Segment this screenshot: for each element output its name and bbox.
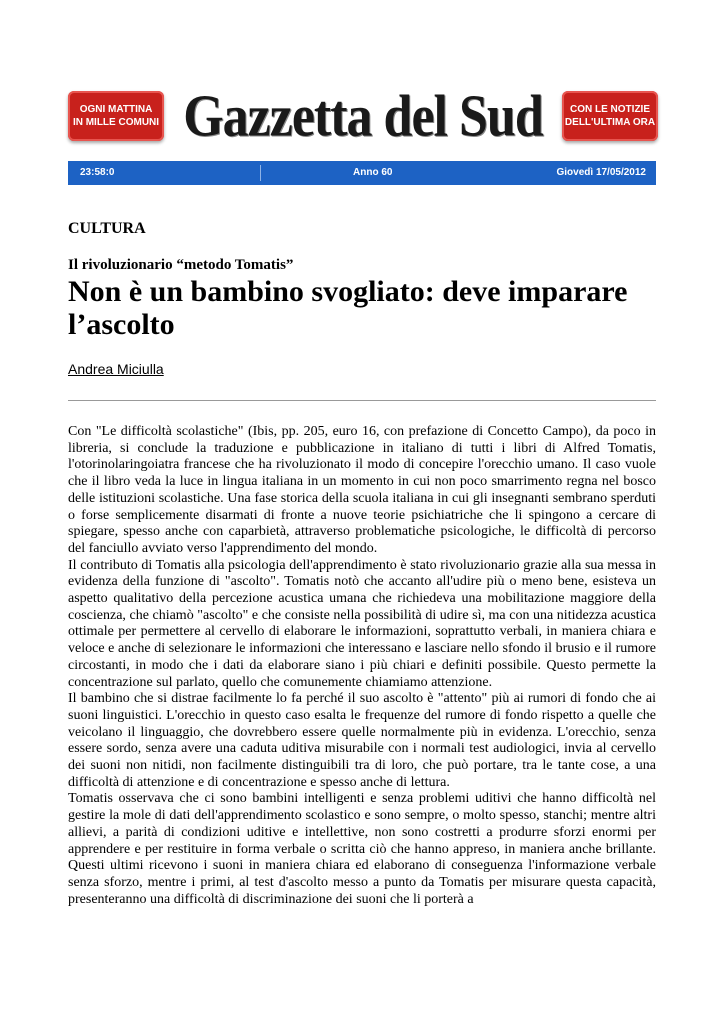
- article-paragraph: Con "Le difficoltà scolastiche" (Ibis, pp. 205, euro 16, con prefazione di Concetto Campo), da poco in libreria, si conclude la traduzione e pubblicazione in italiano di tutti i libri di Alfred Tomatis, l'otorinolaringoiatra francese che ha rivoluzionato il modo di concepire l'orecchio umano. Il caso vuole che il libro veda la luce in lingua italiana in un momento in cui non poco smarrimento regna nel bosco delle istituzioni scolastiche. Una fase storica della scuola italiana in cui gli insegnanti sembrano sperduti o forse semplicemente disarmati di fronte a nuove teorie psichiatriche che li spingono a cercare di spiegare, spesso anche con caparbietà, attraverso problematiche psicologiche, le difficoltà di percorso del fanciullo avviato verso l'apprendimento del mondo.: [68, 424, 656, 556]
- article-headline: Non è un bambino svogliato: deve imparare l’ascolto: [68, 275, 628, 341]
- promo-badge-right: [562, 91, 658, 141]
- article-paragraph: Il contributo di Tomatis alla psicologia dell'apprendimento è stato rivoluzionario grazie alla sua messa in evidenza della funzione di "ascolto". Tomatis notò che accanto all'udire più o meno bene, esisteva un aspetto qualitativo della percezione acustica umana che richiedeva una mobilitazione maggiore della coscienza, che chiamò "ascolto" e che consiste nella possibilità di udire sì, ma con una nitidezza acustica ottimale per permettere al cervello di elaborare le informazioni, soprattutto verbali, in maniera chiara e veloce e anche di selezionare le informazioni che interessano e lasciare nello sfondo il brusio e il rumore circostanti, in modo che i dati da elaborare siano i più chiari e definiti possibile. Questo permette la concentrazione sul parlato, quello che comunemente chiamiamo attenzione.: [68, 557, 656, 690]
- newspaper-logo: Gazzetta del Sud: [183, 83, 543, 149]
- article-paragraph: Il bambino che si distrae facilmente lo fa perché il suo ascolto è "attento" più ai rumori di fondo che ai suoni linguistici. L'orecchio in questo caso esalta le frequenze del rumore di fondo rispetto a quelle che veicolano il linguaggio, che dovrebbero essere quelle normalmente più in evidenza. L'orecchio, senza essere sordo, senza avere una caduta uditiva misurabile con i normali test audiologici, invia al cervello dei suoni non nitidi, non facilmente distinguibili tra di loro, che può portare, tra le tante cose, a una difficoltà di attenzione e di concentrazione e spesso anche di lettura.: [68, 691, 656, 790]
- promo-right-line-1: CON LE NOTIZIE: [570, 104, 650, 115]
- info-bar: [68, 161, 656, 185]
- promo-badge-left: [68, 91, 164, 141]
- article-paragraph: Tomatis osservava che ci sono bambini intelligenti e senza problemi uditivi che hanno difficoltà nel gestire la mole di dati dell'apprendimento scolastico e sono sempre, o molto spesso, stanchi; mentre altri allievi, a parità di condizioni uditive e intellettive, non sono costretti a produrre sforzi enormi per apprendere e per restituire in forma verbale o scritta ciò che hanno appreso, in maniera anche brillante. Questi ultimi ricevono i suoni in maniera chiara ed elaborano di conseguenza l'informazione verbale senza sforzo, mentre i primi, al test d'ascolto messo a punto da Tomatis per misurare questa capacità, presenteranno una difficoltà di discriminazione dei suoni che li porterà a: [68, 791, 656, 907]
- article-body: [68, 424, 656, 908]
- time-display: 23:58:0: [80, 167, 115, 178]
- promo-left-line-2: IN MILLE COMUNI: [72, 117, 160, 128]
- article-author: Andrea Miciulla: [68, 361, 164, 377]
- promo-right-line-2: DELL'ULTIMA ORA: [564, 117, 656, 128]
- promo-left-line-1: OGNI MATTINA: [79, 104, 153, 115]
- masthead: [68, 84, 658, 148]
- edition-year: Anno 60: [353, 167, 393, 178]
- divider-rule: [68, 400, 656, 401]
- section-label: CULTURA: [68, 220, 146, 237]
- info-bar-divider: [260, 165, 261, 181]
- article-kicker: Il rivoluzionario “metodo Tomatis”: [68, 257, 294, 273]
- date-display: Giovedì 17/05/2012: [556, 167, 646, 178]
